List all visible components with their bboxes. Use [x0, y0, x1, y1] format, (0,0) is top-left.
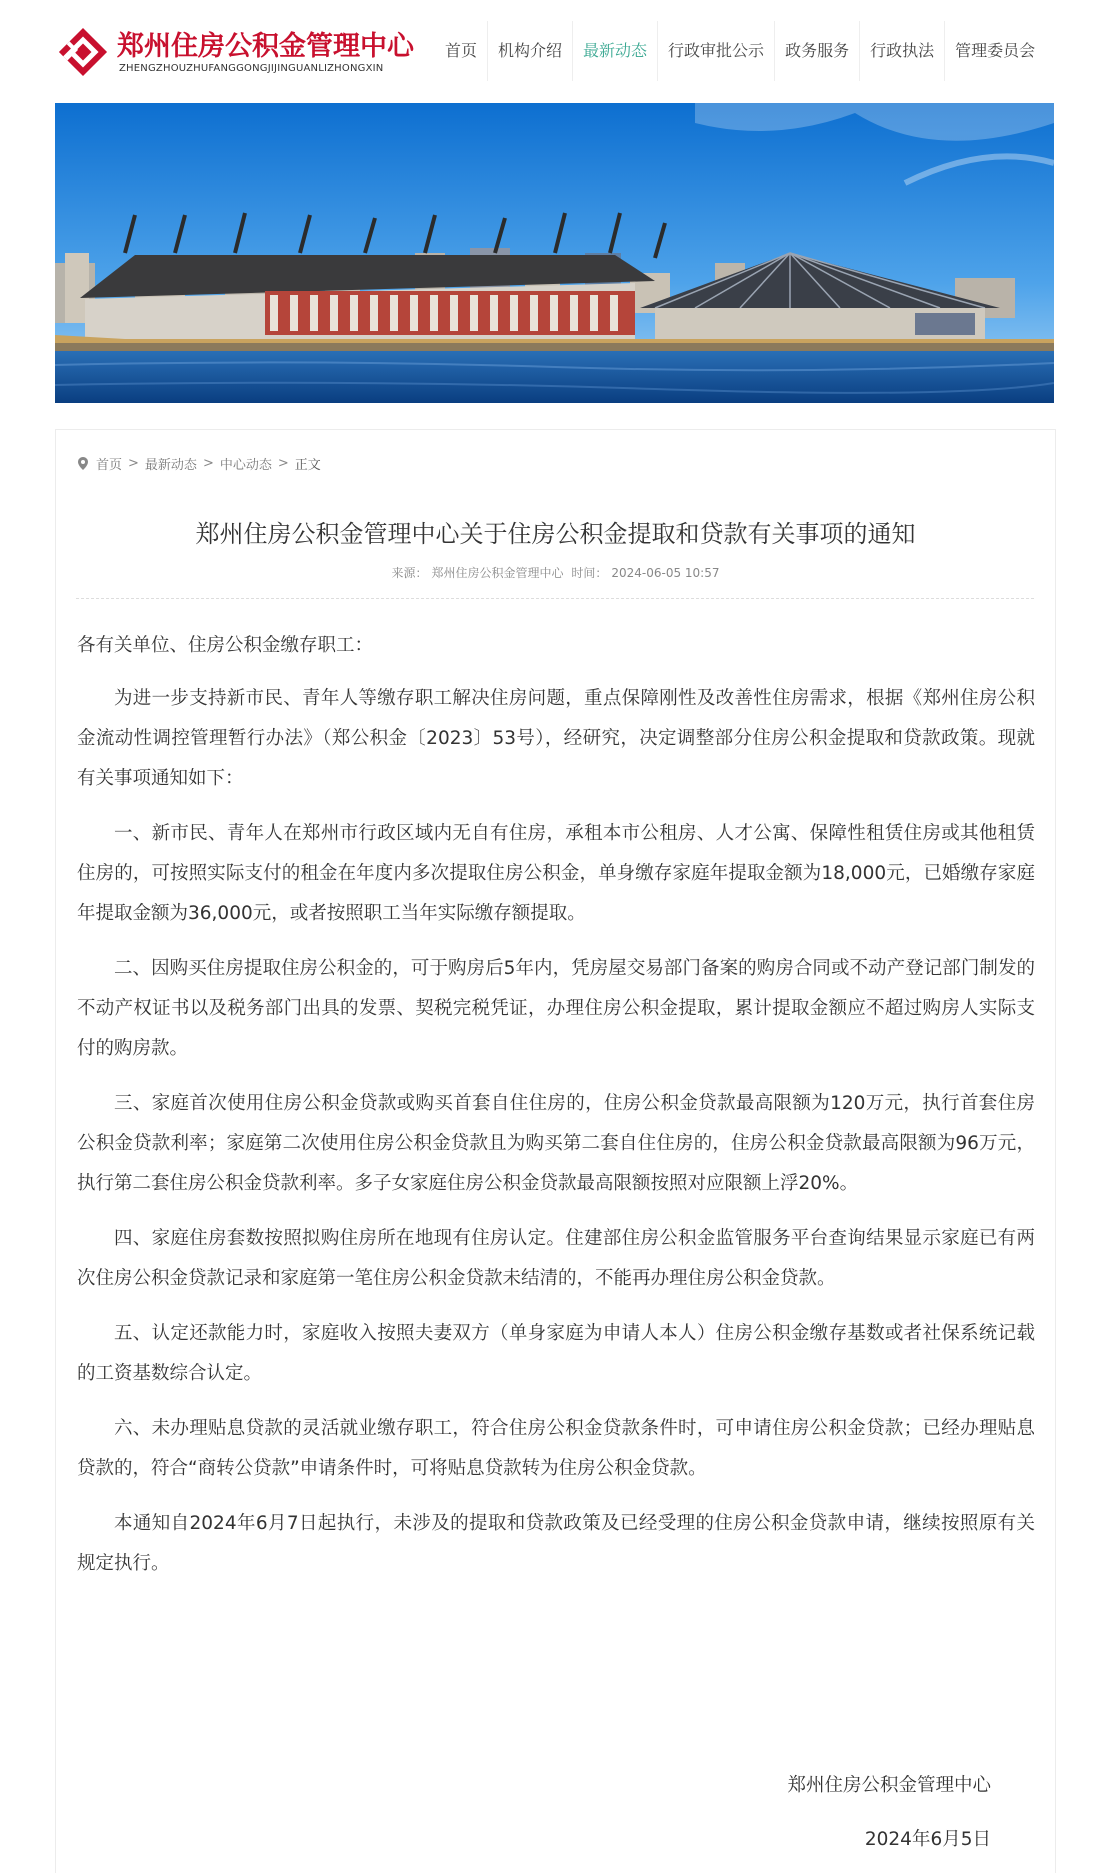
breadcrumb-separator: > — [277, 456, 289, 471]
site-header — [0, 0, 1105, 103]
article-meta — [56, 564, 1055, 581]
article-body — [77, 626, 1035, 1599]
article-panel — [55, 429, 1056, 1873]
article-paragraph: 三、家庭首次使用住房公积金贷款或购买首套自住住房的，住房公积金贷款最高限额为120万元，执行首套住房公积金贷款利率；家庭第二次使用住房公积金贷款且为购买第二套自住住房的，住房公积金贷款最高限额为96万元，执行第二套住房公积金贷款利率。多子女家庭住房公积金贷款最高限额按照对应限额上浮20%。 — [77, 1093, 1035, 1194]
article-title: 郑州住房公积金管理中心关于住房公积金提取和贷款有关事项的通知 — [195, 520, 916, 548]
article-signature-block — [787, 1772, 991, 1854]
meta-source: 郑州住房公积金管理中心 — [431, 566, 564, 580]
article-paragraph: 本通知自2024年6月7日起执行，未涉及的提取和贷款政策及已经受理的住房公积金贷款申请，继续按照原有关规定执行。 — [77, 1513, 1035, 1574]
meta-divider — [76, 598, 1034, 599]
article-date: 2024年6月5日 — [864, 1829, 991, 1850]
location-pin-icon — [78, 457, 88, 470]
main-nav — [434, 21, 1045, 103]
banner-illustration — [55, 103, 1054, 403]
breadcrumb-center-news[interactable]: 中心动态 — [219, 458, 272, 473]
article-signature: 郑州住房公积金管理中心 — [787, 1775, 991, 1796]
nav-item-news[interactable]: 最新动态 — [573, 21, 658, 81]
breadcrumb-current: 正文 — [294, 458, 321, 473]
breadcrumb-news[interactable]: 最新动态 — [144, 458, 197, 473]
article-paragraph: 二、因购买住房提取住房公积金的，可于购房后5年内，凭房屋交易部门备案的购房合同或不动产登记部门制发的不动产权证书以及税务部门出具的发票、契税完税凭证，办理住房公积金提取，累计提取金额应不超过购房人实际支付的购房款。 — [77, 958, 1035, 1059]
nav-item-services[interactable]: 政务服务 — [775, 21, 860, 81]
article-salutation: 各有关单位、住房公积金缴存职工： — [77, 635, 374, 656]
nav-item-committee[interactable]: 管理委员会 — [955, 41, 1036, 60]
nav-item-enforcement[interactable]: 行政执法 — [860, 21, 945, 81]
meta-time: 2024-06-05 10:57 — [611, 566, 720, 580]
breadcrumb-separator: > — [202, 456, 214, 471]
site-pinyin: ZHENGZHOUZHUFANGGONGJIJINGUANLIZHONGXIN — [119, 63, 384, 74]
article-paragraph: 五、认定还款能力时，家庭收入按照夫妻双方（单身家庭为申请人本人）住房公积金缴存基数或者社保系统记载的工资基数综合认定。 — [77, 1323, 1035, 1384]
site-name: 郑州住房公积金管理中心 — [117, 31, 414, 62]
meta-source-label: 来源： — [391, 566, 428, 580]
breadcrumb-home[interactable]: 首页 — [96, 458, 123, 473]
nav-item-about[interactable]: 机构介绍 — [488, 21, 573, 81]
nav-item-approval[interactable]: 行政审批公示 — [658, 21, 775, 81]
article-paragraph: 六、未办理贴息贷款的灵活就业缴存职工，符合住房公积金贷款条件时，可申请住房公积金贷款；已经办理贴息贷款的，符合“商转公贷款”申请条件时，可将贴息贷款转为住房公积金贷款。 — [77, 1418, 1035, 1479]
meta-time-label: 时间： — [571, 566, 608, 580]
article-paragraph: 为进一步支持新市民、青年人等缴存职工解决住房问题，重点保障刚性及改善性住房需求，根据《郑州住房公积金流动性调控管理暂行办法》（郑公积金〔2023〕53号），经研究，决定调整部分住房公积金提取和贷款政策。现就有关事项通知如下： — [77, 688, 1035, 789]
logo-mark-icon — [57, 26, 109, 78]
breadcrumb — [78, 454, 321, 473]
banner-image — [55, 103, 1054, 403]
article-paragraph: 一、新市民、青年人在郑州市行政区域内无自有住房，承租本市公租房、人才公寓、保障性租赁住房或其他租赁住房的，可按照实际支付的租金在年度内多次提取住房公积金，单身缴存家庭年提取金额为18,000元，已婚缴存家庭年提取金额为36,000元，或者按照职工当年实际缴存额提取。 — [77, 823, 1035, 924]
article-paragraph: 四、家庭住房套数按照拟购住房所在地现有住房认定。住建部住房公积金监管服务平台查询结果显示家庭已有两次住房公积金贷款记录和家庭第一笔住房公积金贷款未结清的，不能再办理住房公积金贷款。 — [77, 1228, 1035, 1289]
breadcrumb-separator: > — [128, 456, 139, 471]
nav-item-home[interactable]: 首页 — [434, 21, 488, 81]
